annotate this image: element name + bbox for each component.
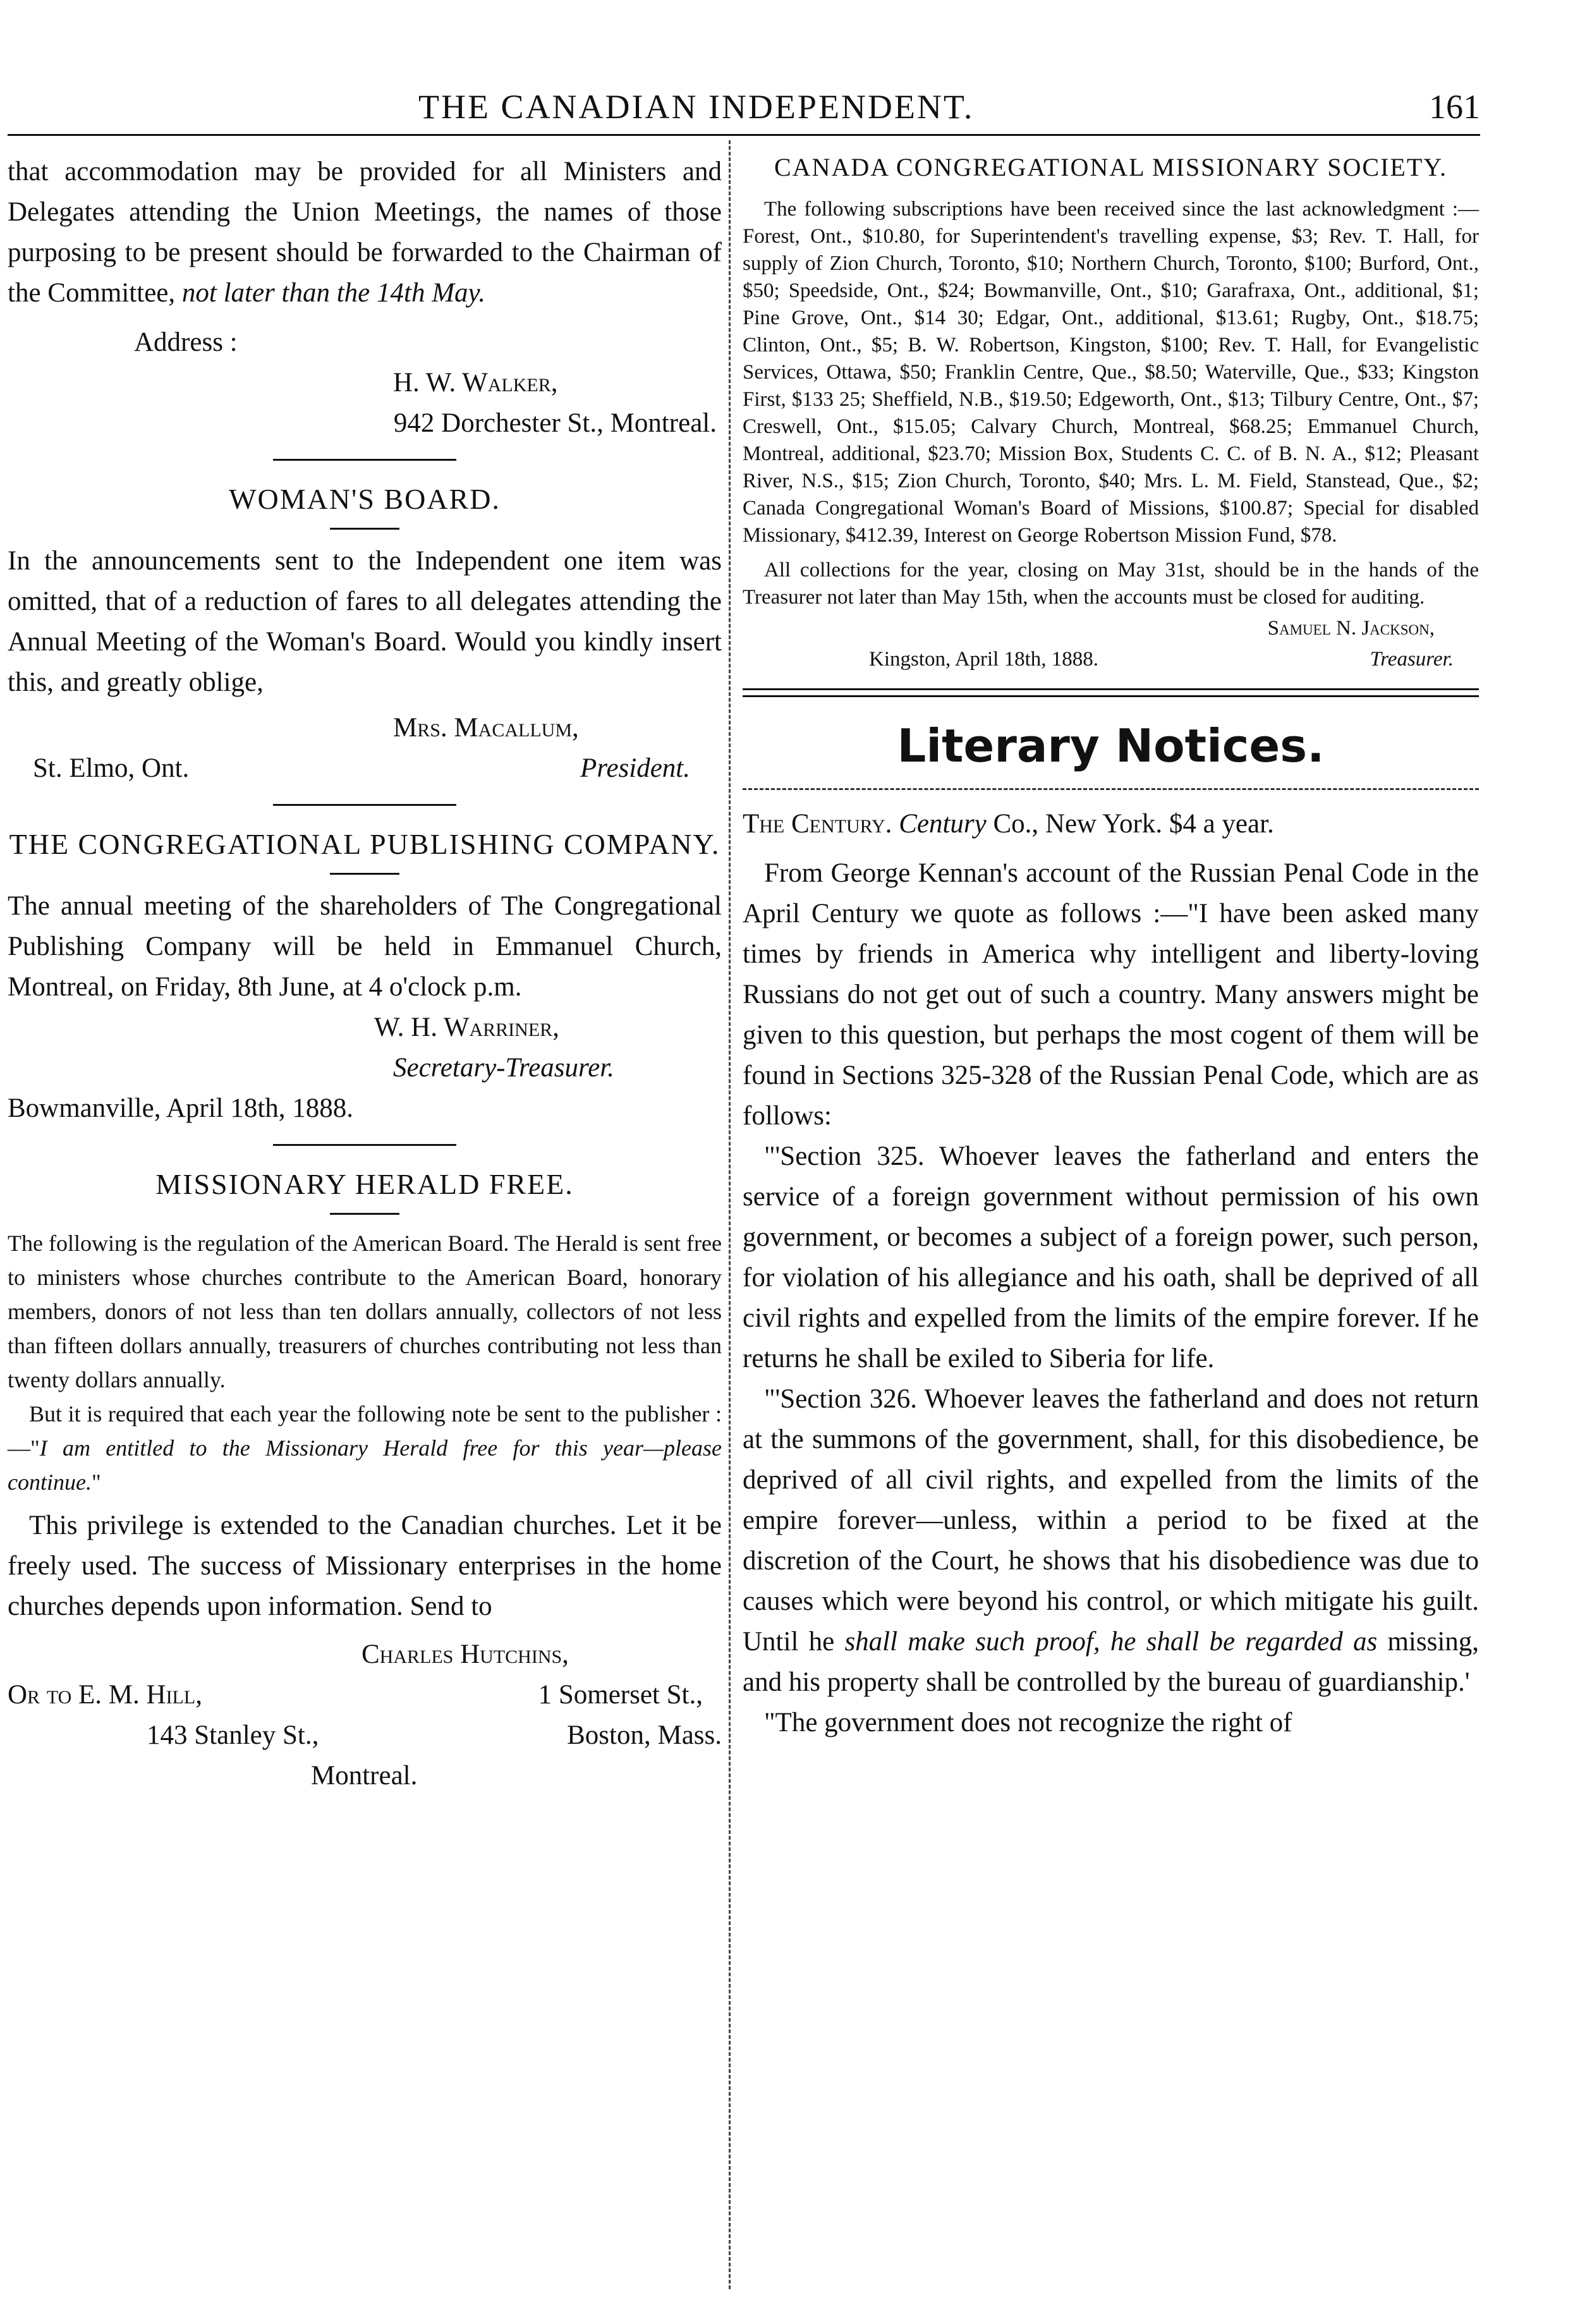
womans-board-heading: WOMAN'S BOARD. [229,483,501,515]
herald-boston: Boston, Mass. [567,1720,722,1750]
missionary-subscriptions: The following subscriptions have been received since the last acknowledgment :—Forest, Ont., $10.80, for Superintendent's travelling expense, $3; Rev. T. Hall, for supply of Zion Church, Toronto, $10; Northern Church, Toronto, $100; Burford, Ont., $50; Speedside, Ont., $24; Bowmanville, Ont., $10; Garafraxa, Ont., additional, $1; Pine Grove, Ont., $14 30; Edgar, Ont., additional, $13.61; Rugby, Ont., $18.75; Clinton, Ont., $5; B. W. Robertson, Kingston, $100; Rev. T. Hall, for Evangelistic Services, Ottawa, $50; Franklin Centre, Que., $8.50; Waterville, Que., $33; Kingston First, $133 25; Sheffield, N.B., $19.50; Edgeworth, Ont., $13; Tilbury Centre, Ont., $7; Creswell, Ont., $15.05; Calvary Church, Montreal, $68.25; Emmanuel Church, Montreal, additional, $23.70; Mission Box, Students C. C. of B. N. A., $12; Pleasant River, N.S., $15; Zion Church, Toronto, $40; Mrs. L. M. Field, Stanstead, Que., $2; Canada Congregational Woman's Board of Missions, $100.87; Special for disabled Missionary, $412.39, Interest on George Robertson Mission Fund, $78. [743,198,1479,547]
herald-montreal: Montreal. [311,1761,418,1791]
running-title: THE CANADIAN INDEPENDENT. [418,88,975,126]
address-name: H. W. Walker, [393,368,558,398]
womans-board-place: St. Elmo, Ont. [33,753,190,783]
publishing-dateline: Bowmanville, April 18th, 1888. [8,1093,354,1123]
literary-heading: Literary Notices. [897,719,1325,772]
page-number: 161 [1429,88,1480,126]
heading-rule [330,1213,399,1215]
herald-paragraph-1: The following is the regulation of the American Board. The Herald is sent free to ministers whose churches contribute to the American Board, honorary members, donors of not less than ten dollars annually, collectors of not less than fifteen dollars annually, treasurers of churches contributing not less than twenty dollars annually. [8,1231,722,1392]
heading-rule [330,873,399,875]
literary-paragraph-1: From George Kennan's account of the Russian Penal Code in the April Century we quote as follows :—"I have been asked many times by friends in America why intelligent and liberty-loving Russians do not get out of such a country. Many answers might be given to this question, but perhaps the most cogent of them will be found in Sections 325-328 of the Russian Penal Code, which are as follows: [743,858,1479,1131]
herald-address-row-2 [8,1715,722,1756]
womans-board-role: President. [580,753,690,783]
womans-board-body: In the announcements sent to the Independent one item was omitted, that of a reduction of fares to all delegates attending the Annual Meeting of the Woman's Board. Would you kindly insert this, and greatly oblige, [8,546,722,697]
herald-p2-start: But it is required that each year the following note be sent to the publisher :—" [8,1401,722,1461]
missionary-signer: Samuel N. Jackson, [1267,617,1435,640]
address-label: Address : [134,327,238,357]
missionary-role: Treasurer. [1370,648,1454,671]
continued-text: that accommodation may be provided for all Ministers and Delegates attending the Union Meetings, the names of those purposing to be present should be forwarded to the Chairman of the Committee, [8,157,722,308]
literary-paragraph-2: "'Section 325. Whoever leaves the fatherland and enters the service of a foreign government without permission of his own government, or becomes a subject of a foreign power, such person, for violation of his allegiance and his oath, shall be deprived of all civil rights and expelled from the limits of the empire forever. If he returns he shall be exiled to Siberia for life. [743,1141,1479,1373]
right-column [743,152,1479,1743]
continued-paragraph [8,152,722,313]
continued-italic: not later than the 14th May. [181,278,485,308]
herald-paragraph-2 [8,1397,722,1499]
address-street: 942 Dorchester St., Montreal. [393,408,717,438]
publishing-heading: THE CONGREGATIONAL PUBLISHING COMPANY. [9,828,720,860]
section-rule [273,804,456,806]
publishing-signer: W. H. Warriner, [374,1013,559,1042]
herald-or-to: Or to E. M. Hill, [8,1680,202,1710]
herald-somerset: 1 Somerset St., [538,1680,703,1710]
header-rule [8,134,1480,136]
herald-paragraph-3: This privilege is extended to the Canadian churches. Let it be freely used. The success of Missionary enterprises in the home churches depends upon information. Send to [8,1511,722,1621]
heading-rule [330,528,399,530]
missionary-dateline: Kingston, April 18th, 1888. [869,648,1099,671]
herald-address-row-1 [8,1675,722,1715]
literary-p3-italic: shall make such proof, he shall be regarded as [844,1627,1378,1657]
womans-board-signer: Mrs. Macallum, [393,713,579,743]
publishing-body: The annual meeting of the shareholders of The Congregational Publishing Company will be held in Emmanuel Church, Montreal, on Friday, 8th June, at 4 o'clock p.m. [8,891,722,1002]
womans-board-signoff [8,748,722,789]
literary-paragraph-4: "The government does not recognize the right of [764,1708,1292,1737]
literary-p3-start: "'Section 326. Whoever leaves the fatherland and does not return at the summons of the government, shall, for this disobedience, be deprived of all civil rights, and expelled from the limits of the empire forever—unless, within a period to be fixed at the discretion of the Court, he shows that his disobedience was due to causes which were beyond his control, or which mitigate his guilt. Until he [743,1384,1479,1657]
missionary-heading: CANADA CONGREGATIONAL MISSIONARY SOCIETY. [774,153,1448,181]
literary-p3-end: missing, and his property shall be controlled by the bureau of guardianship.' [743,1627,1480,1697]
section-rule [273,459,456,461]
missionary-collections: All collections for the year, closing on May 31st, should be in the hands of the Treasurer not later than May 15th, when the accounts must be closed for auditing. [743,559,1479,609]
left-column [8,152,722,1796]
section-rule [273,1144,456,1146]
publication-name: The Century. [743,809,892,839]
column-divider [729,140,731,2289]
publishing-role: Secretary-Treasurer. [393,1053,614,1083]
literary-rule [743,788,1479,790]
herald-send-name: Charles Hutchins, [362,1640,569,1669]
literary-paragraph-3 [743,1379,1479,1703]
missionary-signoff [743,646,1479,673]
herald-heading: MISSIONARY HERALD FREE. [155,1168,574,1200]
herald-p2-end: " [91,1469,101,1495]
double-rule [743,688,1479,697]
herald-stanley: 143 Stanley St., [147,1720,319,1750]
page-header [8,87,1480,138]
literary-publication [743,804,1479,844]
herald-p2-italic: I am entitled to the Missionary Herald free for this year—please continue. [8,1435,722,1495]
publication-rest: Co., New York. $4 a year. [993,809,1274,839]
publication-italic: Century [899,809,987,839]
